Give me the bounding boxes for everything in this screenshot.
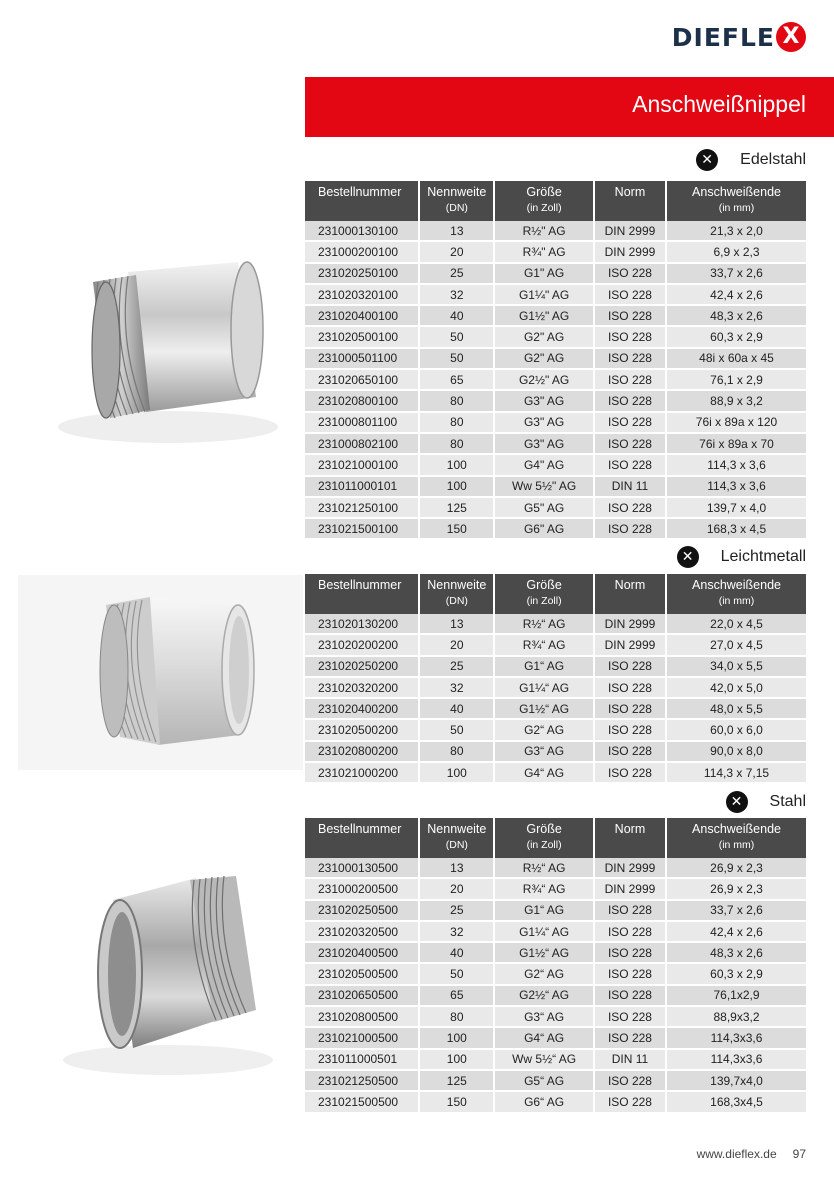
cell-anschweissende: 42,4 x 2,6 xyxy=(667,285,806,306)
cell-bestellnummer: 231020130200 xyxy=(305,614,420,635)
cell-nennweite: 100 xyxy=(420,1050,495,1071)
table-row xyxy=(305,763,806,784)
cell-nennweite: 80 xyxy=(420,434,495,455)
cell-bestellnummer: 231020320500 xyxy=(305,922,420,943)
cell-norm: ISO 228 xyxy=(595,901,667,922)
cell-bestellnummer: 231011000501 xyxy=(305,1050,420,1071)
cell-anschweissende: 42,4 x 2,6 xyxy=(667,922,806,943)
product-photo-stahl xyxy=(18,820,303,1110)
cell-groesse: G4“ AG xyxy=(495,763,595,784)
table-row xyxy=(305,306,806,327)
cell-anschweissende: 34,0 x 5,5 xyxy=(667,657,806,678)
table-row xyxy=(305,327,806,348)
cell-groesse: R½“ AG xyxy=(495,614,595,635)
cell-norm: ISO 228 xyxy=(595,370,667,391)
table-row xyxy=(305,964,806,985)
table-row xyxy=(305,285,806,306)
product-table-leichtmetall xyxy=(305,574,806,784)
cell-nennweite: 125 xyxy=(420,498,495,519)
product-photo-leichtmetall xyxy=(18,575,303,770)
cell-nennweite: 80 xyxy=(420,413,495,434)
cell-groesse: R¾“ AG xyxy=(495,879,595,900)
table-row xyxy=(305,922,806,943)
cell-nennweite: 25 xyxy=(420,264,495,285)
table-row xyxy=(305,391,806,412)
cell-nennweite: 100 xyxy=(420,477,495,498)
cell-nennweite: 25 xyxy=(420,657,495,678)
cell-anschweissende: 48,3 x 2,6 xyxy=(667,306,806,327)
cell-groesse: G1¼" AG xyxy=(495,285,595,306)
cell-norm: ISO 228 xyxy=(595,285,667,306)
cell-nennweite: 65 xyxy=(420,986,495,1007)
cell-nennweite: 13 xyxy=(420,221,495,242)
table-header-row xyxy=(305,181,806,221)
table-row xyxy=(305,986,806,1007)
cell-groesse: G2“ AG xyxy=(495,720,595,741)
section-label-text: Leichtmetall xyxy=(720,548,806,565)
cell-bestellnummer: 231020800200 xyxy=(305,742,420,763)
table-row xyxy=(305,498,806,519)
col-header-groesse: Größe (in Zoll) xyxy=(495,818,595,858)
cell-nennweite: 20 xyxy=(420,635,495,656)
cell-norm: DIN 2999 xyxy=(595,614,667,635)
table-row xyxy=(305,434,806,455)
cell-norm: DIN 2999 xyxy=(595,635,667,656)
cell-groesse: G1“ AG xyxy=(495,657,595,678)
cell-nennweite: 40 xyxy=(420,306,495,327)
cell-groesse: G5“ AG xyxy=(495,1071,595,1092)
cell-groesse: G2½" AG xyxy=(495,370,595,391)
cell-norm: ISO 228 xyxy=(595,1071,667,1092)
cell-anschweissende: 114,3 x 3,6 xyxy=(667,455,806,476)
title-banner xyxy=(305,77,834,137)
cell-bestellnummer: 231021250100 xyxy=(305,498,420,519)
cell-norm: ISO 228 xyxy=(595,699,667,720)
cell-anschweissende: 22,0 x 4,5 xyxy=(667,614,806,635)
col-header-anschweissende: Anschweißende (in mm) xyxy=(667,818,806,858)
cell-nennweite: 25 xyxy=(420,901,495,922)
cell-bestellnummer: 231020250500 xyxy=(305,901,420,922)
cell-norm: ISO 228 xyxy=(595,720,667,741)
cell-nennweite: 20 xyxy=(420,242,495,263)
cell-groesse: G3" AG xyxy=(495,413,595,434)
cell-norm: ISO 228 xyxy=(595,349,667,370)
cell-norm: ISO 228 xyxy=(595,943,667,964)
cell-nennweite: 125 xyxy=(420,1071,495,1092)
cell-nennweite: 50 xyxy=(420,349,495,370)
table-row xyxy=(305,901,806,922)
cell-anschweissende: 60,3 x 2,9 xyxy=(667,327,806,348)
cell-nennweite: 32 xyxy=(420,922,495,943)
cell-nennweite: 13 xyxy=(420,858,495,879)
cell-nennweite: 150 xyxy=(420,1092,495,1113)
cell-groesse: Ww 5½" AG xyxy=(495,477,595,498)
cell-norm: DIN 2999 xyxy=(595,879,667,900)
x-mark-icon: ✕ xyxy=(677,546,699,568)
cell-bestellnummer: 231020400500 xyxy=(305,943,420,964)
col-header-nennweite: Nennweite (DN) xyxy=(420,818,495,858)
section-label-text: Stahl xyxy=(769,793,806,810)
cell-bestellnummer: 231020650500 xyxy=(305,986,420,1007)
cell-groesse: G1½" AG xyxy=(495,306,595,327)
table-row xyxy=(305,477,806,498)
cell-groesse: R¾" AG xyxy=(495,242,595,263)
cell-bestellnummer: 231000802100 xyxy=(305,434,420,455)
cell-bestellnummer: 231020800500 xyxy=(305,1007,420,1028)
cell-bestellnummer: 231000200500 xyxy=(305,879,420,900)
cell-norm: ISO 228 xyxy=(595,434,667,455)
cell-norm: ISO 228 xyxy=(595,264,667,285)
cell-groesse: G1¼“ AG xyxy=(495,922,595,943)
cell-nennweite: 13 xyxy=(420,614,495,635)
cell-norm: ISO 228 xyxy=(595,742,667,763)
cell-bestellnummer: 231020650100 xyxy=(305,370,420,391)
cell-norm: DIN 2999 xyxy=(595,242,667,263)
cell-anschweissende: 114,3 x 3,6 xyxy=(667,477,806,498)
cell-bestellnummer: 231021250500 xyxy=(305,1071,420,1092)
table-row xyxy=(305,370,806,391)
cell-nennweite: 40 xyxy=(420,699,495,720)
cell-anschweissende: 139,7 x 4,0 xyxy=(667,498,806,519)
cell-groesse: G5" AG xyxy=(495,498,595,519)
cell-bestellnummer: 231021000500 xyxy=(305,1028,420,1049)
cell-norm: ISO 228 xyxy=(595,763,667,784)
table-row xyxy=(305,1028,806,1049)
cell-bestellnummer: 231021000200 xyxy=(305,763,420,784)
cell-norm: DIN 11 xyxy=(595,1050,667,1071)
cell-groesse: G3“ AG xyxy=(495,742,595,763)
cell-norm: ISO 228 xyxy=(595,498,667,519)
section-label-edelstahl xyxy=(696,147,806,173)
table-row xyxy=(305,614,806,635)
section-label-text: Edelstahl xyxy=(740,151,806,168)
cell-bestellnummer: 231020400200 xyxy=(305,699,420,720)
x-mark-icon: ✕ xyxy=(726,791,748,813)
cell-groesse: G2" AG xyxy=(495,349,595,370)
cell-bestellnummer: 231000501100 xyxy=(305,349,420,370)
table-row xyxy=(305,879,806,900)
dieflex-logo xyxy=(672,22,806,52)
cell-anschweissende: 26,9 x 2,3 xyxy=(667,858,806,879)
cell-groesse: G1½“ AG xyxy=(495,699,595,720)
col-header-nennweite: Nennweite (DN) xyxy=(420,181,495,221)
cell-bestellnummer: 231000200100 xyxy=(305,242,420,263)
cell-bestellnummer: 231020500100 xyxy=(305,327,420,348)
cell-groesse: G4" AG xyxy=(495,455,595,476)
table-row xyxy=(305,858,806,879)
col-header-bestellnummer: Bestellnummer xyxy=(305,574,420,614)
section-label-stahl xyxy=(726,789,806,815)
cell-nennweite: 100 xyxy=(420,455,495,476)
cell-anschweissende: 114,3x3,6 xyxy=(667,1028,806,1049)
cell-anschweissende: 88,9x3,2 xyxy=(667,1007,806,1028)
cell-nennweite: 65 xyxy=(420,370,495,391)
cell-bestellnummer: 231020250200 xyxy=(305,657,420,678)
cell-norm: ISO 228 xyxy=(595,964,667,985)
table-row xyxy=(305,1092,806,1113)
table-row xyxy=(305,678,806,699)
cell-anschweissende: 42,0 x 5,0 xyxy=(667,678,806,699)
cell-nennweite: 80 xyxy=(420,391,495,412)
cell-anschweissende: 21,3 x 2,0 xyxy=(667,221,806,242)
cell-norm: ISO 228 xyxy=(595,306,667,327)
cell-nennweite: 50 xyxy=(420,327,495,348)
footer-url[interactable]: www.dieflex.de xyxy=(696,1147,777,1161)
cell-norm: ISO 228 xyxy=(595,413,667,434)
table-row xyxy=(305,242,806,263)
cell-bestellnummer: 231020500200 xyxy=(305,720,420,741)
logo-wordmark: DIEFLE xyxy=(671,22,775,52)
cell-anschweissende: 90,0 x 8,0 xyxy=(667,742,806,763)
cell-anschweissende: 114,3 x 7,15 xyxy=(667,763,806,784)
cell-bestellnummer: 231021500100 xyxy=(305,519,420,540)
page-footer xyxy=(697,1147,806,1161)
cell-groesse: G2½“ AG xyxy=(495,986,595,1007)
cell-bestellnummer: 231020320100 xyxy=(305,285,420,306)
cell-groesse: G1“ AG xyxy=(495,901,595,922)
cell-nennweite: 32 xyxy=(420,678,495,699)
cell-nennweite: 100 xyxy=(420,1028,495,1049)
cell-anschweissende: 6,9 x 2,3 xyxy=(667,242,806,263)
cell-groesse: G3" AG xyxy=(495,434,595,455)
cell-groesse: Ww 5½“ AG xyxy=(495,1050,595,1071)
cell-norm: ISO 228 xyxy=(595,1092,667,1113)
table-row xyxy=(305,455,806,476)
cell-anschweissende: 76,1 x 2,9 xyxy=(667,370,806,391)
col-header-groesse: Größe (in Zoll) xyxy=(495,181,595,221)
table-row xyxy=(305,1050,806,1071)
cell-anschweissende: 33,7 x 2,6 xyxy=(667,264,806,285)
cell-anschweissende: 88,9 x 3,2 xyxy=(667,391,806,412)
page-title: Anschweißnippel xyxy=(632,91,806,117)
table-row xyxy=(305,742,806,763)
cell-groesse: G1½“ AG xyxy=(495,943,595,964)
cell-nennweite: 32 xyxy=(420,285,495,306)
page-number: 97 xyxy=(792,1147,806,1161)
cell-nennweite: 80 xyxy=(420,742,495,763)
col-header-anschweissende: Anschweißende (in mm) xyxy=(667,574,806,614)
x-mark-icon: ✕ xyxy=(696,149,718,171)
col-header-bestellnummer: Bestellnummer xyxy=(305,818,420,858)
table-header-row xyxy=(305,818,806,858)
cell-bestellnummer: 231020500500 xyxy=(305,964,420,985)
cell-norm: ISO 228 xyxy=(595,922,667,943)
cell-norm: ISO 228 xyxy=(595,986,667,1007)
cell-nennweite: 150 xyxy=(420,519,495,540)
cell-anschweissende: 48,3 x 2,6 xyxy=(667,943,806,964)
cell-nennweite: 20 xyxy=(420,879,495,900)
table-row xyxy=(305,1071,806,1092)
table-header-row xyxy=(305,574,806,614)
product-table-edelstahl xyxy=(305,181,806,540)
table-row xyxy=(305,264,806,285)
col-header-anschweissende: Anschweißende (in mm) xyxy=(667,181,806,221)
cell-anschweissende: 33,7 x 2,6 xyxy=(667,901,806,922)
cell-anschweissende: 60,0 x 6,0 xyxy=(667,720,806,741)
cell-norm: ISO 228 xyxy=(595,678,667,699)
col-header-norm: Norm xyxy=(595,574,667,614)
cell-bestellnummer: 231020250100 xyxy=(305,264,420,285)
table-row xyxy=(305,221,806,242)
cell-anschweissende: 60,3 x 2,9 xyxy=(667,964,806,985)
table-row xyxy=(305,699,806,720)
cell-anschweissende: 76i x 89a x 120 xyxy=(667,413,806,434)
col-header-norm: Norm xyxy=(595,818,667,858)
cell-groesse: G3" AG xyxy=(495,391,595,412)
cell-anschweissende: 48i x 60a x 45 xyxy=(667,349,806,370)
cell-anschweissende: 27,0 x 4,5 xyxy=(667,635,806,656)
cell-anschweissende: 168,3 x 4,5 xyxy=(667,519,806,540)
cell-nennweite: 50 xyxy=(420,720,495,741)
table-row xyxy=(305,635,806,656)
product-table-stahl xyxy=(305,818,806,1114)
table-row xyxy=(305,413,806,434)
table-row xyxy=(305,943,806,964)
cell-groesse: G2" AG xyxy=(495,327,595,348)
cell-anschweissende: 114,3x3,6 xyxy=(667,1050,806,1071)
cell-groesse: R½" AG xyxy=(495,221,595,242)
cell-anschweissende: 168,3x4,5 xyxy=(667,1092,806,1113)
cell-anschweissende: 76i x 89a x 70 xyxy=(667,434,806,455)
cell-nennweite: 50 xyxy=(420,964,495,985)
cell-anschweissende: 26,9 x 2,3 xyxy=(667,879,806,900)
cell-norm: DIN 2999 xyxy=(595,221,667,242)
table-row xyxy=(305,720,806,741)
cell-nennweite: 100 xyxy=(420,763,495,784)
table-row xyxy=(305,519,806,540)
cell-groesse: G1¼“ AG xyxy=(495,678,595,699)
col-header-nennweite: Nennweite (DN) xyxy=(420,574,495,614)
cell-groesse: G3“ AG xyxy=(495,1007,595,1028)
cell-groesse: G6“ AG xyxy=(495,1092,595,1113)
product-photo-edelstahl xyxy=(18,182,303,472)
cell-anschweissende: 76,1x2,9 xyxy=(667,986,806,1007)
cell-norm: ISO 228 xyxy=(595,657,667,678)
cell-groesse: G2“ AG xyxy=(495,964,595,985)
cell-norm: ISO 228 xyxy=(595,1007,667,1028)
cell-groesse: R½“ AG xyxy=(495,858,595,879)
table-row xyxy=(305,349,806,370)
col-header-norm: Norm xyxy=(595,181,667,221)
cell-norm: ISO 228 xyxy=(595,327,667,348)
cell-norm: ISO 228 xyxy=(595,1028,667,1049)
cell-groesse: G6" AG xyxy=(495,519,595,540)
cell-bestellnummer: 231000130500 xyxy=(305,858,420,879)
cell-bestellnummer: 231011000101 xyxy=(305,477,420,498)
cell-groesse: R¾“ AG xyxy=(495,635,595,656)
table-row xyxy=(305,1007,806,1028)
cell-groesse: G1" AG xyxy=(495,264,595,285)
col-header-bestellnummer: Bestellnummer xyxy=(305,181,420,221)
cell-bestellnummer: 231021500500 xyxy=(305,1092,420,1113)
cell-nennweite: 40 xyxy=(420,943,495,964)
table-row xyxy=(305,657,806,678)
section-label-leichtmetall xyxy=(677,544,806,570)
cell-anschweissende: 139,7x4,0 xyxy=(667,1071,806,1092)
logo-x-mark: X xyxy=(776,22,806,52)
cell-norm: ISO 228 xyxy=(595,519,667,540)
cell-norm: ISO 228 xyxy=(595,391,667,412)
cell-bestellnummer: 231020200200 xyxy=(305,635,420,656)
cell-bestellnummer: 231020400100 xyxy=(305,306,420,327)
cell-norm: ISO 228 xyxy=(595,455,667,476)
cell-norm: DIN 2999 xyxy=(595,858,667,879)
cell-bestellnummer: 231020320200 xyxy=(305,678,420,699)
cell-bestellnummer: 231000130100 xyxy=(305,221,420,242)
cell-norm: DIN 11 xyxy=(595,477,667,498)
col-header-groesse: Größe (in Zoll) xyxy=(495,574,595,614)
cell-bestellnummer: 231021000100 xyxy=(305,455,420,476)
cell-anschweissende: 48,0 x 5,5 xyxy=(667,699,806,720)
cell-bestellnummer: 231000801100 xyxy=(305,413,420,434)
cell-groesse: G4“ AG xyxy=(495,1028,595,1049)
cell-nennweite: 80 xyxy=(420,1007,495,1028)
cell-bestellnummer: 231020800100 xyxy=(305,391,420,412)
